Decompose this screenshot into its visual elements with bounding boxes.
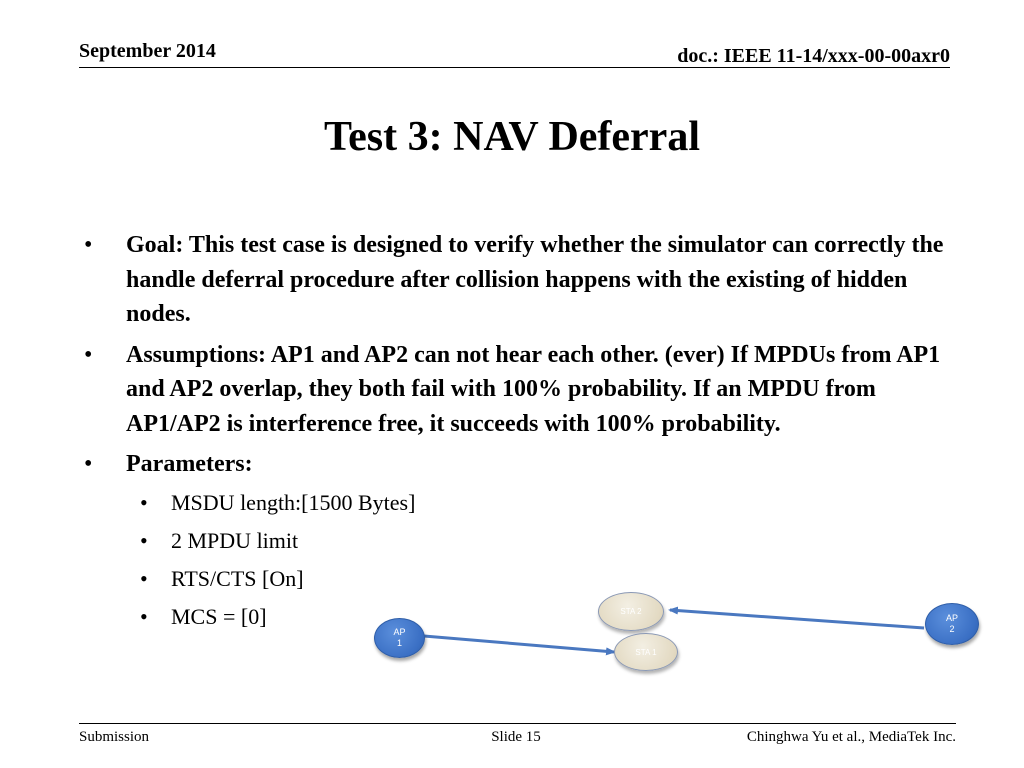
slide-title: Test 3: NAV Deferral bbox=[324, 114, 700, 160]
sta1-node bbox=[614, 633, 678, 671]
sta1-label: STA 1 bbox=[635, 647, 657, 657]
ap2-node bbox=[925, 603, 979, 645]
sub-bullet-marker: • bbox=[140, 603, 148, 629]
header-doc-id: doc.: IEEE 11-14/xxx-00-00axr0 bbox=[677, 45, 950, 67]
header-date: September 2014 bbox=[79, 40, 216, 62]
footer-authors: Chinghwa Yu et al., MediaTek Inc. bbox=[746, 729, 956, 745]
sub-bullet-marker: • bbox=[140, 565, 148, 591]
bullet-text: Assumptions: AP1 and AP2 can not hear each other. (ever) If MPDUs from AP1 and AP2 overlap, they both fail with 100% probability. If an MPDU from AP1/AP2 is interference free, it succeeds with 100% probability. bbox=[126, 341, 941, 437]
sta2-label: STA 2 bbox=[620, 607, 642, 616]
sub-bullet-text: MCS = [0] bbox=[171, 603, 267, 629]
arrow-ap2-to-sta2 bbox=[670, 610, 924, 628]
sub-bullet-text: 2 MPDU limit bbox=[171, 527, 299, 553]
sta2-node bbox=[598, 592, 664, 631]
ap1-label-line2: 1 bbox=[396, 638, 402, 648]
sub-bullet-text: RTS/CTS [On] bbox=[171, 565, 304, 591]
ap2-label-line1: AP bbox=[945, 613, 958, 623]
sub-bullet-marker: • bbox=[140, 527, 148, 553]
bullet-text: Parameters: bbox=[126, 451, 253, 477]
bullet-text: Goal: This test case is designed to verify whether the simulator can correctly the handle deferral procedure after collision happens with the existing of hidden nodes. bbox=[126, 232, 944, 327]
sub-bullet-marker: • bbox=[140, 489, 148, 515]
ap1-node bbox=[374, 618, 425, 658]
ap2-label-line2: 2 bbox=[949, 624, 955, 634]
bullet-marker: • bbox=[84, 232, 93, 258]
footer-submission: Submission bbox=[79, 729, 150, 745]
bullet-marker: • bbox=[84, 451, 93, 477]
ap1-label-line1: AP bbox=[393, 627, 406, 637]
footer-divider bbox=[79, 723, 956, 724]
sub-bullet-text: MSDU length:[1500 Bytes] bbox=[171, 489, 416, 515]
footer-slide-number: Slide 15 bbox=[491, 729, 541, 745]
bullet-marker: • bbox=[84, 341, 93, 368]
arrow-ap1-to-sta1 bbox=[424, 636, 614, 652]
